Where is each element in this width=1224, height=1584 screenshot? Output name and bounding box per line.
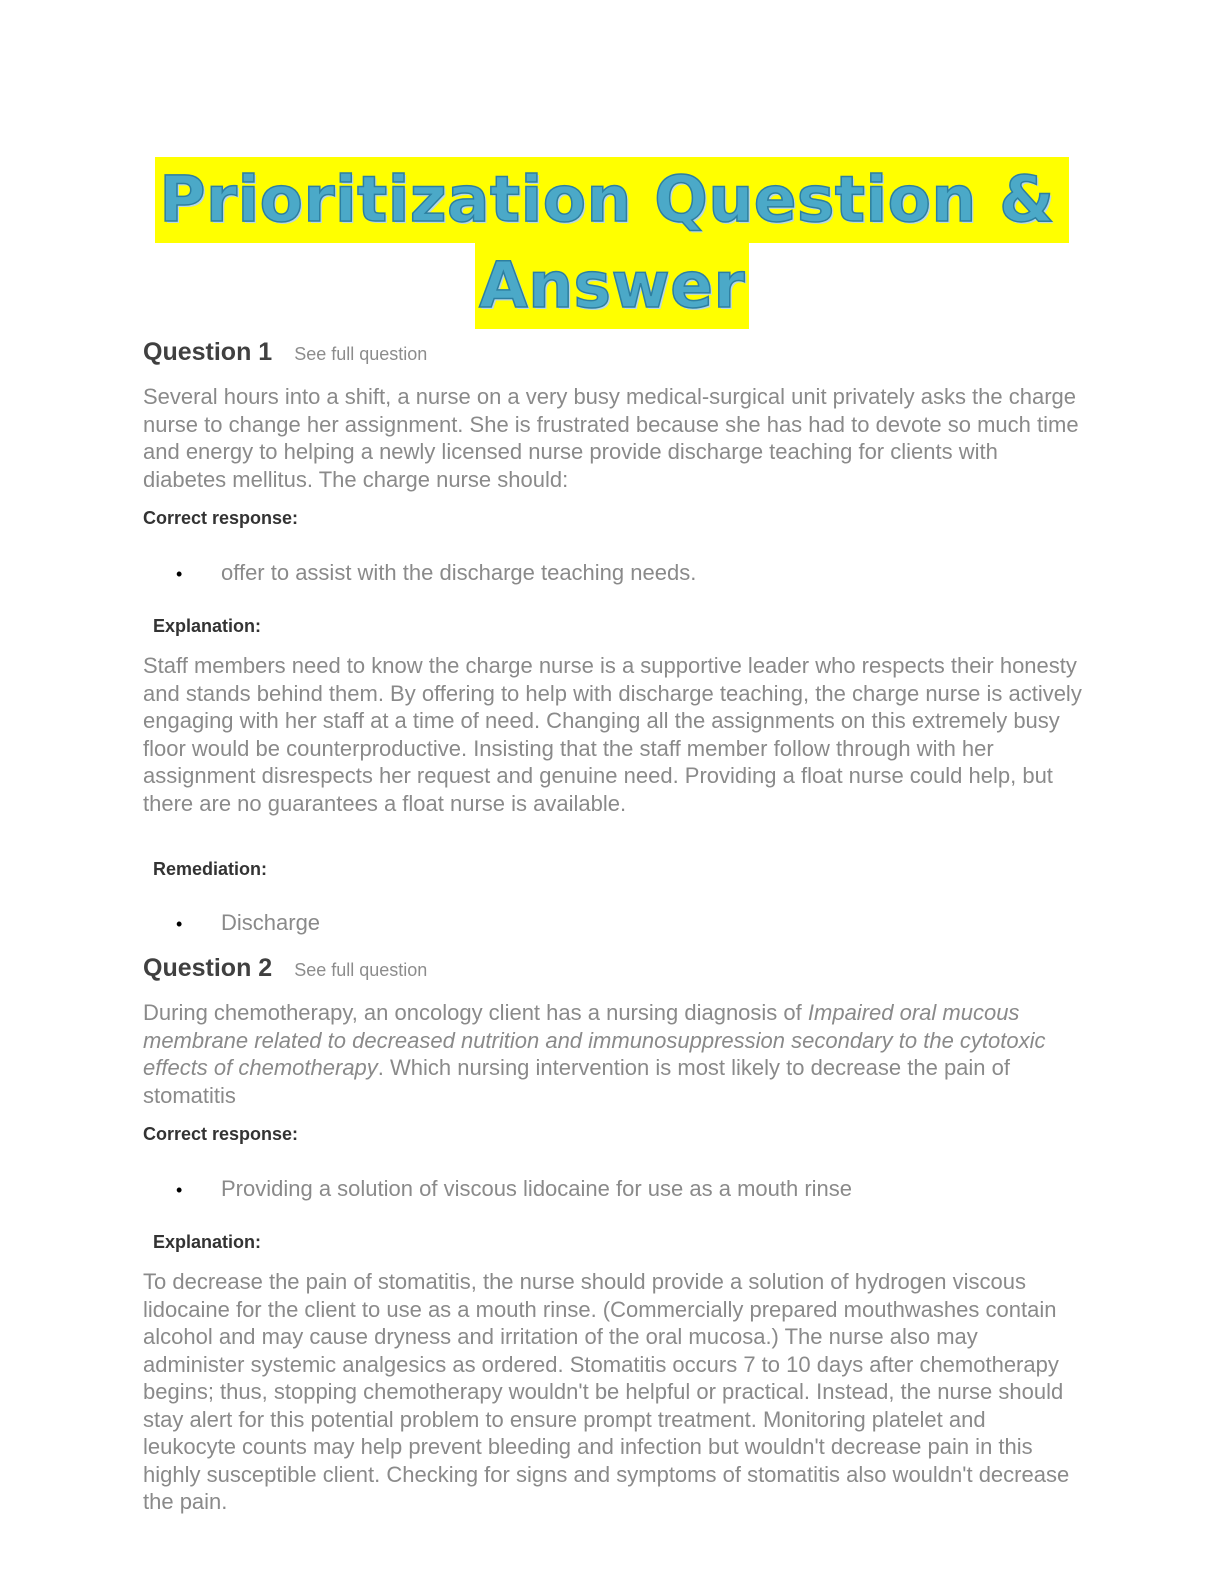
question-2-explanation-label: Explanation: [153,1232,262,1252]
question-2-title: Question 2 [143,954,273,982]
question-1-heading [143,338,427,367]
question-2-explanation: To decrease the pain of stomatitis, the nurse should provide a solution of hydrogen viscous lidocaine for the client to use as a mouth rinse. (Commercially prepared mouthwashes contain alcohol and may cause dryness and irritation of the oral mucosa.) The nurse also may administer systemic analgesics as ordered. Stomatitis occurs 7 to 10 days after chemotherapy begins; thus, stopping chemotherapy wouldn't be helpful or practical. Instead, the nurse should stay alert for this potential problem to ensure prompt treatment. Monitoring platelet and leukocyte counts may help prevent bleeding and infection but wouldn't decrease pain in this highly susceptible client. Checking for signs and symptoms of stomatitis also wouldn't decrease the pain. [143,1269,1070,1514]
question-2-text-after: . Which nursing intervention is most likely to decrease the pain of stomatitis [143,1055,1010,1108]
bullet-icon: • [176,914,183,934]
question-2-see-full-link[interactable]: See full question [294,960,428,980]
question-1-title: Question 1 [143,338,273,366]
question-1-remediation-text: Discharge [221,910,321,935]
question-1-see-full-link[interactable]: See full question [294,344,428,364]
question-1-correct-label: Correct response: [143,508,299,528]
question-2-text [143,999,1083,1109]
question-1-remediation-label: Remediation: [153,859,268,879]
question-2-text-italic: Impaired oral mucous membrane related to decreased nutrition and immunosuppression secondary to the cytotoxic effects of chemotherapy [143,1000,1046,1080]
document-title [0,157,1224,329]
question-2-answer-text: Providing a solution of viscous lidocaine for use as a mouth rinse [221,1176,853,1201]
question-1-correct-answer [176,560,696,586]
title-line-1: Prioritization Question & [155,157,1068,243]
question-1-text: Several hours into a shift, a nurse on a very busy medical-surgical unit privately asks the charge nurse to change her assignment. She is frustrated because she has had to devote so much time and energy to helping a newly licensed nurse provide discharge teaching for clients with diabetes mellitus. The charge nurse should: [143,384,1079,492]
question-1-explanation-label: Explanation: [153,616,262,636]
question-1-explanation: Staff members need to know the charge nurse is a supportive leader who respects their honesty and stands behind them. By offering to help with discharge teaching, the charge nurse is actively engaging with her staff at a time of need. Changing all the assignments on this extremely busy floor would be counterproductive. Insisting that the staff member follow through with her assignment disrespects her request and genuine need. Providing a float nurse could help, but there are no guarantees a float nurse is available. [143,653,1082,816]
question-2-correct-label: Correct response: [143,1124,299,1144]
question-1-answer-text: offer to assist with the discharge teaching needs. [221,560,697,585]
question-2-text-before: During chemotherapy, an oncology client has a nursing diagnosis of [143,1000,808,1025]
question-2-heading [143,954,427,983]
question-2-correct-answer [176,1176,852,1202]
title-line-2: Answer [475,243,749,329]
bullet-icon: • [176,1180,183,1200]
bullet-icon: • [176,564,183,584]
question-1-remediation-item [176,910,320,936]
